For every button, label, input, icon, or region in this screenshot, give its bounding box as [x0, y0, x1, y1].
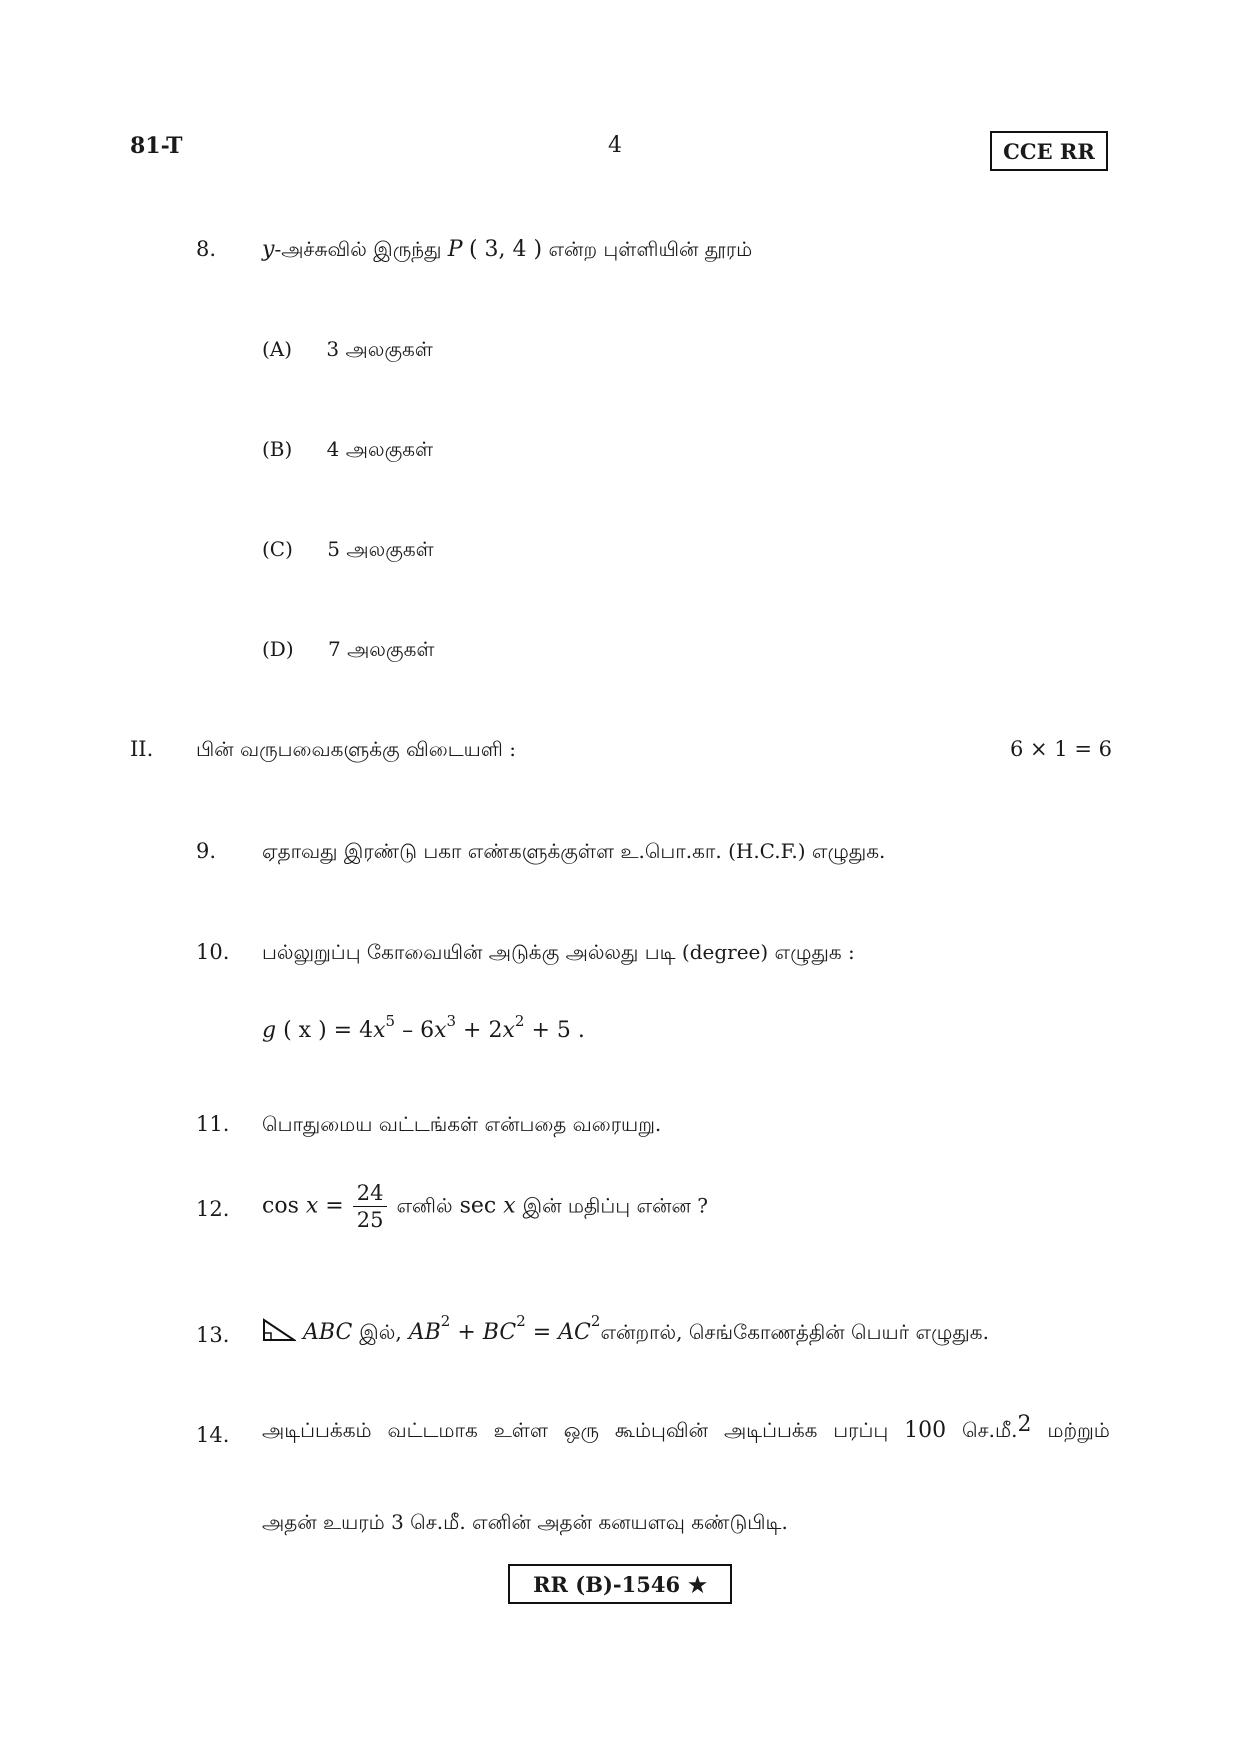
q14-unit: செ.மீ.$^2$ [962, 1412, 1032, 1442]
q12-cos: cos [262, 1193, 299, 1219]
q12-fraction [355, 1180, 386, 1233]
q14-word: அடிப்பக்கம் [262, 1418, 372, 1442]
exam-box-label: CCE RR [1003, 138, 1095, 164]
section-marks: 6 × 1 = 6 [1010, 737, 1112, 761]
q14-word: பரப்பு [833, 1418, 889, 1442]
q14-word: மற்றும் [1047, 1418, 1110, 1442]
q10-text: பல்லுறுப்பு கோவையின் அடுக்கு அல்லது படி (degree) எழுதுக : [262, 940, 855, 964]
q9-number: 9. [196, 839, 217, 863]
q12-eq: = [325, 1193, 344, 1219]
expr-t3: 2 [488, 1018, 503, 1043]
expr-op1: – [402, 1018, 414, 1043]
footer-code-box [508, 1564, 732, 1604]
q12-denominator: 25 [356, 1208, 384, 1232]
q13-tail: என்றால், செங்கோணத்தின் பெயர் எழுதுக. [600, 1320, 989, 1344]
option-text: 3 அலகுகள் [326, 337, 433, 361]
q13-il: இல், [359, 1320, 402, 1344]
q8-text-after: என்ற புள்ளியின் தூரம் [548, 237, 753, 261]
exam-box [990, 131, 1108, 171]
option-text: 4 அலகுகள் [326, 437, 434, 461]
footer-code: RR (B)-1546 [533, 1571, 681, 1597]
expr-e3: 2 [514, 1012, 525, 1030]
q14-sup: 2 [1017, 1412, 1032, 1437]
q8-coords: ( 3, 4 ) [468, 237, 543, 262]
option-text: 7 அலகுகள் [328, 637, 435, 661]
section-numeral: II. [130, 737, 154, 761]
q14-word: வட்டமாக [387, 1418, 478, 1442]
q13-bc: BC [482, 1320, 517, 1345]
q12-tail: இன் மதிப்பு என்ன ? [522, 1193, 708, 1218]
q11-number: 11. [196, 1112, 230, 1136]
q8-option-a [262, 337, 433, 364]
q13-exp: 2 [516, 1312, 526, 1330]
expr-arg: ( x ) [283, 1018, 327, 1043]
q12-sec: sec [459, 1193, 497, 1219]
option-label: (B) [262, 437, 293, 461]
q14-line1 [262, 1412, 1110, 1445]
q13-exp: 2 [440, 1312, 451, 1330]
option-label: (D) [262, 637, 294, 661]
q14-value: 100 [904, 1418, 947, 1443]
q13-number: 13. [196, 1323, 230, 1347]
paper-code: 81-T [130, 133, 183, 159]
expr-x: x [434, 1018, 447, 1043]
q13-text [262, 1312, 989, 1347]
q12-mid: எனில் [396, 1193, 453, 1218]
q8-point: P [447, 237, 463, 262]
q8-number: 8. [196, 237, 217, 261]
expr-fn: g [262, 1018, 277, 1043]
page-number: 4 [608, 133, 622, 158]
star-icon: ★ [688, 1571, 707, 1597]
q14-word: கூம்புவின் [614, 1418, 709, 1442]
section-title: பின் வருபவைகளுக்கு விடையளி : [196, 737, 516, 761]
q10-expression [262, 1012, 585, 1043]
expr-op2: + [463, 1018, 482, 1043]
q13-triangle-name: ABC [303, 1320, 353, 1345]
q14-word: ஒரு [563, 1418, 600, 1442]
q13-plus: + [457, 1320, 476, 1345]
q8-option-c [262, 537, 434, 564]
q14-line2: அதன் உயரம் 3 செ.மீ. எனின் அதன் கனயளவு கண்டுபிடி. [262, 1510, 788, 1534]
option-text: 5 அலகுகள் [327, 537, 434, 561]
q13-ab: AB [408, 1320, 441, 1345]
q13-eq: = [532, 1320, 552, 1345]
expr-t2: 6 [420, 1018, 435, 1043]
triangle-icon [262, 1318, 296, 1342]
q13-exp: 2 [590, 1312, 601, 1330]
q10-number: 10. [196, 940, 230, 964]
expr-x: x [502, 1018, 515, 1043]
q8-text [262, 237, 752, 264]
expr-x: x [373, 1018, 386, 1043]
expr-e1: 5 [385, 1012, 396, 1030]
expr-tail: + 5 . [531, 1018, 585, 1043]
q12-numerator: 24 [356, 1181, 384, 1205]
expr-eq: = [333, 1018, 353, 1043]
q14-word: உள்ள [493, 1418, 548, 1442]
q12-number: 12. [196, 1197, 230, 1221]
option-label: (A) [262, 337, 293, 361]
q9-text: ஏதாவது இரண்டு பகா எண்களுக்குள்ள உ.பொ.கா. (H.C.F.) எழுதுக. [262, 839, 886, 863]
q8-option-d [262, 637, 434, 664]
option-label: (C) [262, 537, 293, 561]
q12-x2: x [503, 1193, 516, 1219]
q14-word: அடிப்பக்க [723, 1418, 818, 1442]
q8-text-before: -அச்சுவில் இருந்து [274, 237, 442, 261]
expr-t1: 4 [359, 1018, 374, 1043]
q13-ac: AC [558, 1320, 591, 1345]
q8-option-b [262, 437, 433, 464]
q8-var-y: y [262, 237, 275, 262]
q12-x: x [305, 1193, 319, 1219]
expr-e2: 3 [446, 1012, 457, 1030]
q14-number: 14. [196, 1423, 230, 1447]
q11-text: பொதுமைய வட்டங்கள் என்பதை வரையறு. [262, 1112, 662, 1136]
q12-text [262, 1180, 708, 1233]
